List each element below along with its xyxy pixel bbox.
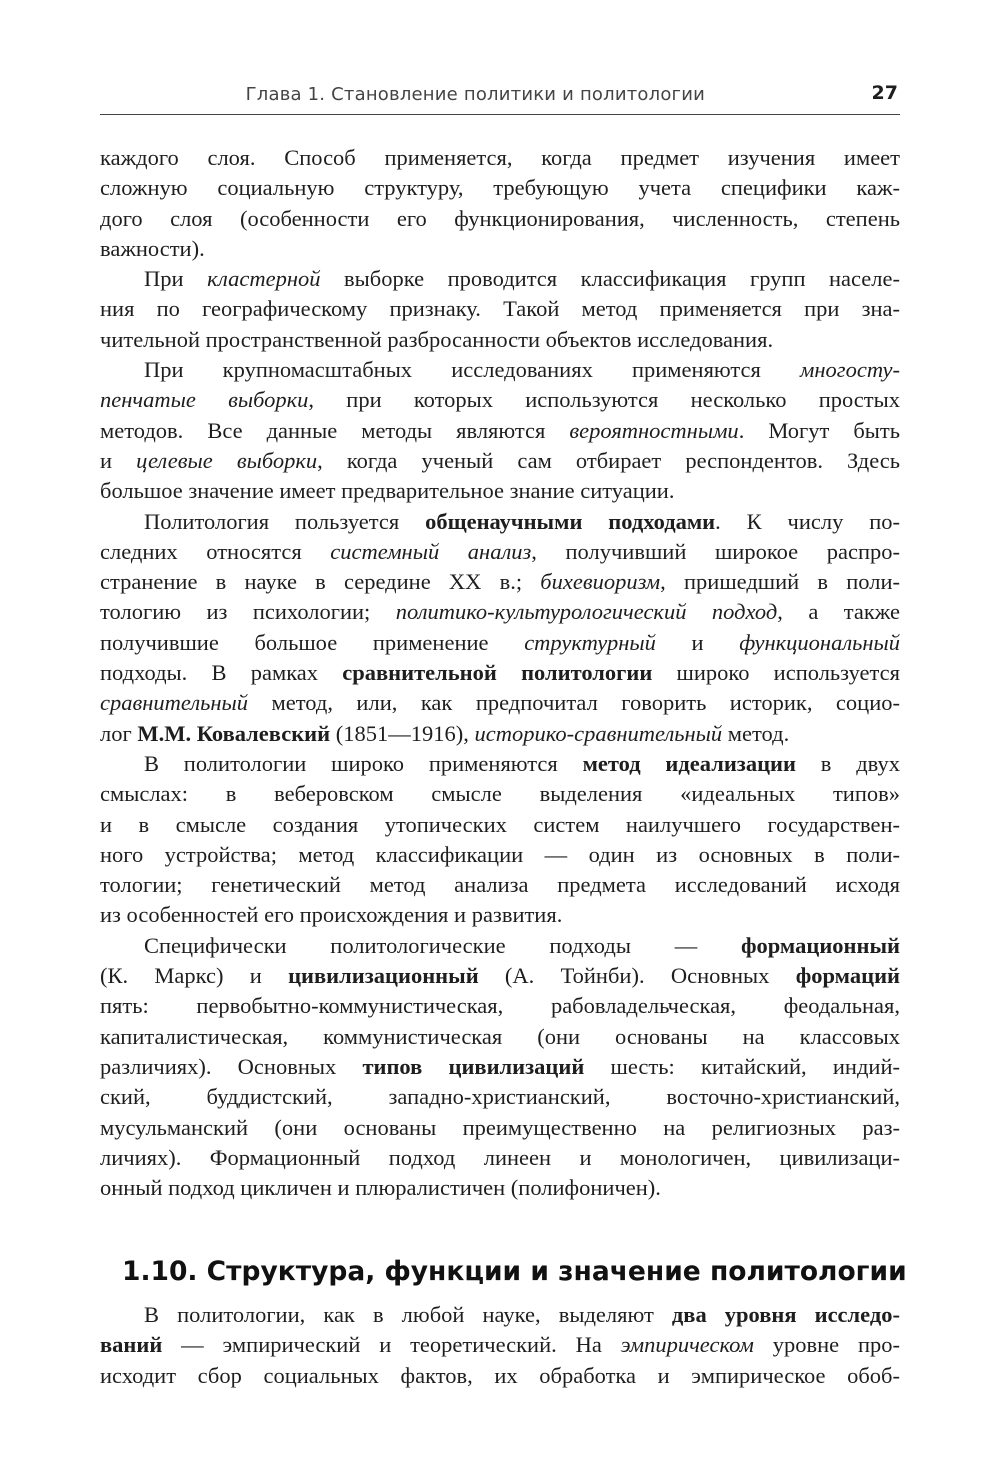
text-line: [100, 416, 900, 446]
text-line: [100, 143, 900, 173]
paragraph: [100, 1300, 900, 1391]
text-line: [100, 204, 900, 234]
text-line: [100, 1022, 900, 1052]
text-run: При: [144, 266, 208, 292]
text-line: [100, 1330, 900, 1360]
paragraph: [100, 749, 900, 931]
text-run: важности).: [100, 235, 205, 261]
text-line: [100, 628, 900, 658]
text-line: [100, 446, 900, 476]
italic-term: бихевиоризм: [540, 569, 661, 595]
chapter-title: Глава 1. Становление политики и политологии: [245, 84, 705, 105]
text-line: [100, 567, 900, 597]
text-run: странение в науке в середине XX в.;: [100, 569, 541, 595]
text-run: в двух: [795, 750, 900, 776]
bold-term: два уровня исследо-: [671, 1302, 900, 1327]
bold-term: формаций: [795, 963, 900, 989]
italic-term: системный анализ: [330, 538, 532, 564]
page-number: 27: [871, 82, 898, 104]
text-run: лог: [100, 720, 138, 746]
text-run: — эмпирический и теоретический. На: [162, 1332, 621, 1358]
text-line: [100, 1082, 900, 1112]
text-line: [100, 264, 900, 294]
italic-term: кластерной: [207, 266, 321, 292]
text-run: тологии; генетический метод анализа предмета исследований исходя: [100, 872, 900, 898]
text-run: сложную социальную структуру, требующую учета специфики каж-: [100, 175, 900, 201]
text-run: пять: первобытно-коммунистическая, рабовладельческая, феодальная,: [100, 993, 900, 1019]
text-run: , при которых используются несколько простых: [308, 387, 900, 413]
italic-term: пенчатые выборки: [100, 387, 309, 413]
text-run: смыслах: в веберовском смысле выделения «идеальных типов»: [100, 781, 900, 807]
text-run: и: [655, 629, 740, 655]
text-run: каждого слоя. Способ применяется, когда предмет изучения имеет: [100, 145, 900, 170]
text-run: При крупномасштабных исследованиях применяются: [144, 357, 801, 383]
text-line: [100, 385, 900, 415]
text-line: [100, 961, 900, 991]
bold-term: типов цивилизаций: [362, 1053, 585, 1079]
text-run: (А. Тойнби). Основных: [478, 963, 796, 989]
text-line: [100, 840, 900, 870]
text-line: [100, 507, 900, 537]
text-run: ский, буддистский, западно-христианский, восточно-христианский,: [100, 1084, 900, 1110]
text-run: исходит сбор социальных фактов, их обработка и эмпирическое обоб-: [100, 1362, 900, 1388]
text-line: [100, 1300, 900, 1330]
text-line: [100, 294, 900, 324]
paragraph: [100, 931, 900, 1204]
text-run: ния по географическому признаку. Такой метод применяется при зна-: [100, 296, 900, 322]
text-run: метод, или, как предпочитал говорить историк, социо-: [248, 690, 900, 716]
italic-term: историко-сравнительный: [474, 720, 723, 746]
text-line: [100, 1113, 900, 1143]
bold-term: М.М. Ковалевский: [137, 720, 331, 746]
text-run: различиях). Основных: [100, 1053, 363, 1079]
text-line: [100, 719, 900, 749]
bold-term: сравнительной политологии: [342, 660, 653, 686]
text-run: метод.: [722, 720, 790, 746]
paragraph: [100, 143, 900, 264]
text-line: [100, 658, 900, 688]
text-line: [100, 476, 900, 506]
text-line: [100, 234, 900, 264]
text-line: [100, 1052, 900, 1082]
text-line: [100, 1143, 900, 1173]
text-run: Политология пользуется: [144, 508, 426, 534]
text-line: [100, 779, 900, 809]
text-line: [100, 688, 900, 718]
text-run: , а также: [777, 599, 901, 625]
text-run: выборке проводится классификация групп населе-: [320, 266, 900, 292]
text-run: , когда ученый сам отбирает респондентов. Здесь: [317, 447, 901, 473]
section-heading: 1.10. Структура, функции и значение политологии: [122, 1256, 907, 1287]
text-run: . К числу по-: [715, 508, 901, 534]
italic-term: многосту-: [800, 357, 900, 383]
text-line: [100, 900, 900, 930]
italic-term: функциональный: [739, 629, 901, 655]
italic-term: структурный: [524, 629, 656, 655]
text-run: мусульманский (они основаны преимущественно на религиозных раз-: [100, 1114, 900, 1140]
text-line: [100, 1361, 900, 1391]
text-line: [100, 325, 900, 355]
text-run: большое значение имеет предварительное знание ситуации.: [100, 478, 675, 504]
text-run: получившие большое применение: [100, 629, 525, 655]
text-run: тологию из психологии;: [100, 599, 396, 625]
text-line: [100, 810, 900, 840]
text-run: капиталистическая, коммунистическая (они основаны на классовых: [100, 1023, 900, 1049]
text-run: чительной пространственной разбросанности объектов исследования.: [100, 326, 774, 352]
text-run: (К. Маркс) и: [100, 963, 289, 989]
text-line: [100, 355, 900, 385]
text-run: следних относятся: [100, 538, 331, 564]
italic-term: эмпирическом: [620, 1332, 754, 1358]
text-run: онный подход цикличен и плюралистичен (полифоничен).: [100, 1175, 661, 1201]
text-run: В политологии широко применяются: [144, 750, 583, 776]
text-run: Специфически политологические подходы —: [144, 932, 741, 958]
italic-term: политико-культурологический подход: [395, 599, 778, 625]
text-run: ного устройства; метод классификации — один из основных в поли-: [100, 841, 900, 867]
paragraph: [100, 355, 900, 506]
body-text: [100, 143, 900, 1203]
text-run: уровне про-: [753, 1332, 900, 1358]
text-line: [100, 870, 900, 900]
text-line: [100, 1173, 900, 1203]
text-line: [100, 749, 900, 779]
text-run: и в смысле создания утопических систем наилучшего государствен-: [100, 811, 900, 837]
bold-term: общенаучными подходами: [425, 508, 716, 534]
paragraph: [100, 264, 900, 355]
text-line: [100, 991, 900, 1021]
italic-term: целевые выборки: [136, 447, 318, 473]
text-run: широко используется: [652, 660, 900, 686]
paragraph: [100, 507, 900, 749]
text-line: [100, 931, 900, 961]
text-run: подходы. В рамках: [100, 660, 343, 686]
text-run: шесть: китайский, индий-: [584, 1053, 900, 1079]
bold-term: формационный: [740, 932, 900, 958]
text-run: . Могут быть: [738, 417, 900, 443]
bold-term: ваний: [100, 1332, 163, 1358]
text-run: из особенностей его происхождения и развития.: [100, 902, 563, 928]
text-line: [100, 597, 900, 627]
italic-term: сравнительный: [100, 690, 249, 716]
text-run: В политологии, как в любой науке, выделяют: [144, 1302, 672, 1327]
bold-term: цивилизационный: [288, 963, 479, 989]
italic-term: вероятностными: [569, 417, 739, 443]
running-head: [100, 78, 900, 115]
section-body-text: [100, 1300, 900, 1391]
text-run: дого слоя (особенности его функционирования, численность, степень: [100, 205, 900, 231]
text-run: и: [100, 447, 137, 473]
text-run: , получивший широкое распро-: [531, 538, 900, 564]
bold-term: метод идеализации: [582, 750, 796, 776]
text-run: методов. Все данные методы являются: [100, 417, 570, 443]
text-line: [100, 537, 900, 567]
text-run: (1851—1916),: [330, 720, 475, 746]
text-line: [100, 173, 900, 203]
text-run: личиях). Формационный подход линеен и монологичен, цивилизаци-: [100, 1144, 900, 1170]
text-run: , пришедший в поли-: [660, 569, 900, 595]
